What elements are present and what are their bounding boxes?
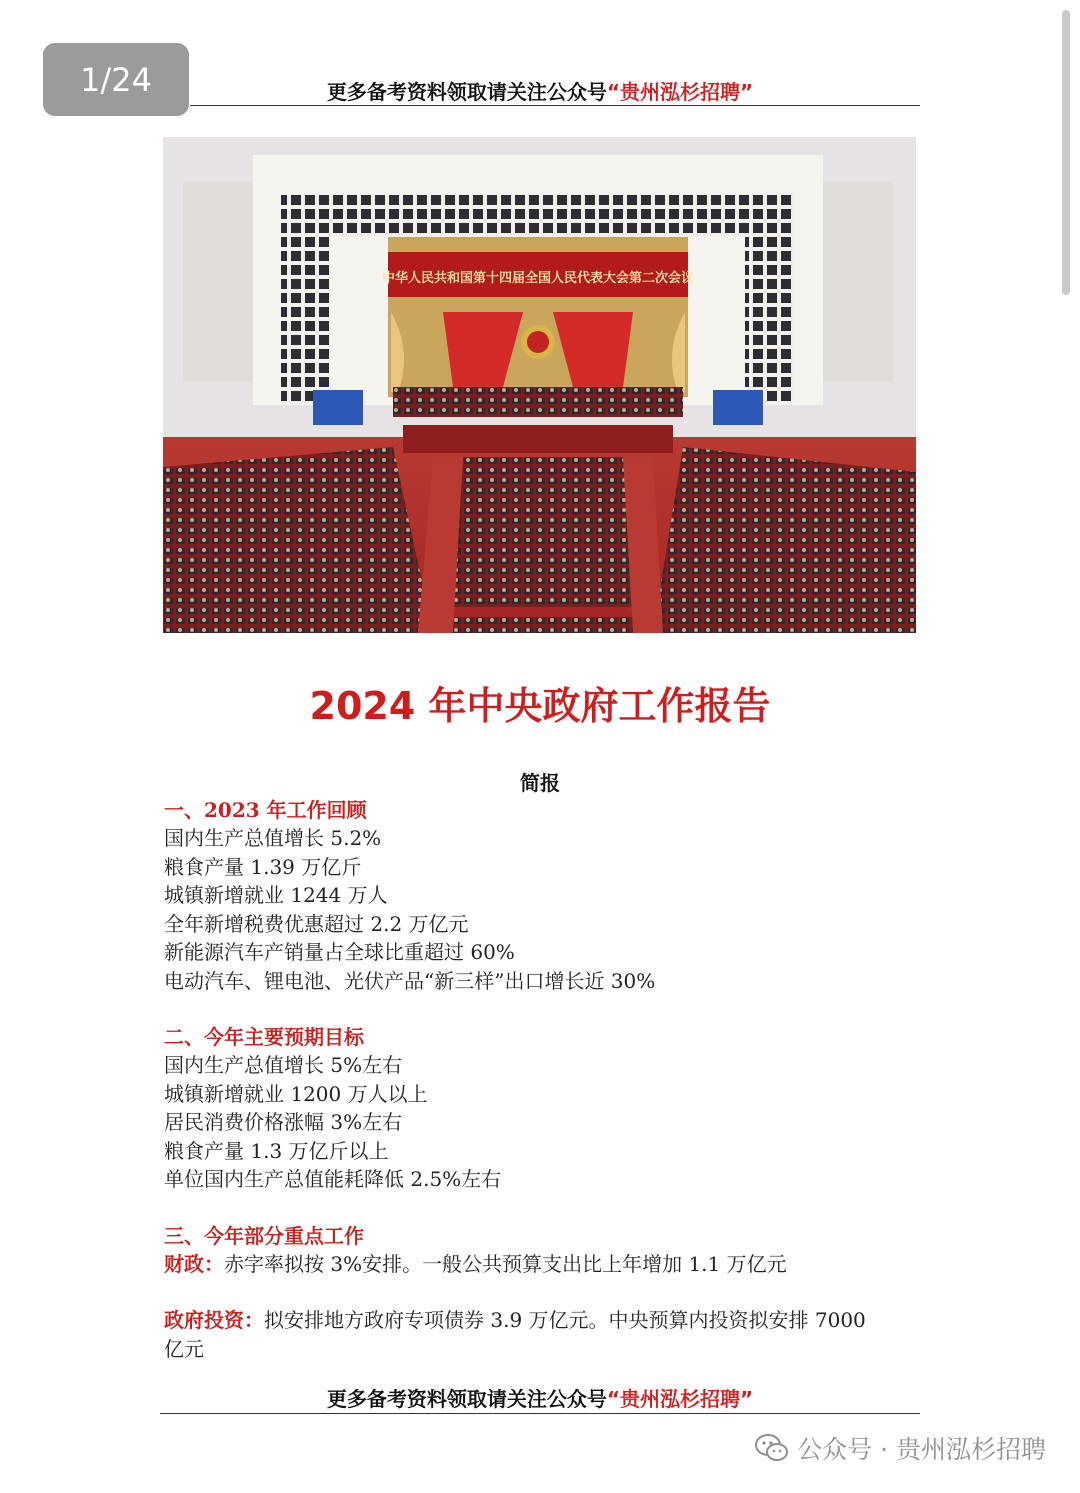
header-brand: “贵州泓杉招聘” [606,80,754,104]
page-header [160,76,920,105]
section-heading: 二、今年主要预期目标 [164,1025,364,1049]
item-label: 财政： [164,1251,224,1276]
banner-text: 中华人民共和国第十四届全国人民代表大会第二次会议 [381,271,695,286]
item-text: 拟安排地方政府专项债券 3.9 万亿元。中央预算内投资拟安排 7000 [264,1308,866,1332]
page-indicator: 1/24 [43,43,189,116]
wechat-icon [755,1433,789,1463]
watermark-text: 公众号 · 贵州泓杉招聘 [797,1435,1046,1464]
report-title: 2024 年中央政府工作报告 [309,684,771,728]
assembly-hall-photo [163,137,916,633]
list-item: 电动汽车、锂电池、光伏产品“新三样”出口增长近 30% [164,968,656,993]
footer-brand: “贵州泓杉招聘” [606,1387,754,1411]
list-item: 单位国内生产总值能耗降低 2.5%左右 [164,1167,502,1191]
list-item [164,1250,924,1279]
footer-text: 更多备考资料领取请关注公众号 [326,1387,607,1411]
list-item: 国内生产总值增长 5%左右 [164,1053,403,1077]
section-heading: 三、今年部分重点工作 [164,1223,364,1248]
footer-divider [160,1413,920,1414]
list-item: 城镇新增就业 1244 万人 [164,883,388,907]
section-heading: 一、2023 年工作回顾 [164,798,367,822]
list-item: 国内生产总值增长 5.2% [164,826,382,850]
list-item: 居民消费价格涨幅 3%左右 [164,1110,403,1134]
list-item: 新能源汽车产销量占全球比重超过 60% [164,940,515,964]
watermark [755,1430,1046,1466]
scrollbar[interactable] [1062,10,1070,295]
report-subtitle: 简报 [520,771,560,795]
list-item: 粮食产量 1.3 万亿斤以上 [164,1138,389,1163]
list-item-continuation: 亿元 [164,1336,204,1361]
list-item: 粮食产量 1.39 万亿斤 [164,854,362,879]
header-divider [190,105,920,106]
item-text: 赤字率拟按 3%安排。一般公共预算支出比上年增加 1.1 万亿元 [224,1251,787,1276]
report-content [164,796,924,1363]
list-item: 全年新增税费优惠超过 2.2 万亿元 [164,911,469,936]
header-text: 更多备考资料领取请关注公众号 [326,80,607,104]
list-item: 城镇新增就业 1200 万人以上 [164,1081,428,1106]
page-footer [160,1383,920,1412]
list-item [164,1306,924,1335]
item-label: 政府投资： [164,1308,264,1332]
